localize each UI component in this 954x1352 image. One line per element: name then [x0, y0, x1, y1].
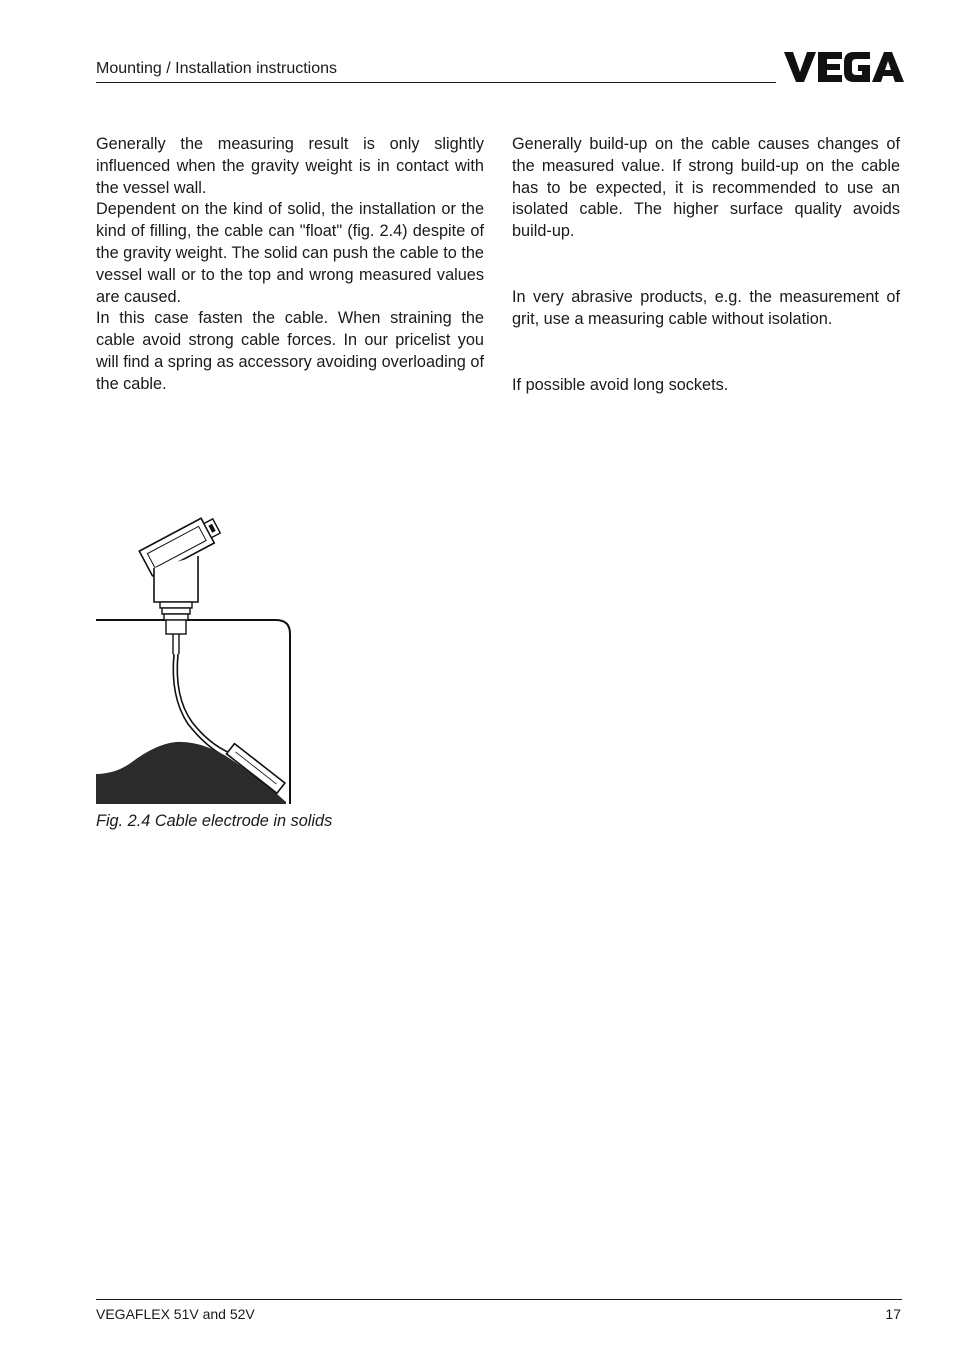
footer-product: VEGAFLEX 51V and 52V	[96, 1306, 255, 1322]
right-paragraph-1: Generally build-up on the cable causes changes of the measured value. If strong build-up on the cable has to be expected, it is recommended to use an isolated cable. The higher surface quality avoids build-up.	[512, 135, 900, 241]
left-paragraph-3: In this case fasten the cable. When straining the cable avoid strong cable forces. In our pricelist you will find a spring as accessory avoiding overloading of the cable.	[96, 309, 484, 393]
footer-rule	[96, 1299, 902, 1300]
left-paragraph-2: Dependent on the kind of solid, the installation or the kind of filling, the cable can "float" (fig. 2.4) despite of the gravity weight. The solid can push the cable to the vessel wall or to the top and wrong measured values are caused.	[96, 200, 484, 306]
right-column	[512, 134, 900, 396]
left-paragraph-1: Generally the measuring result is only slightly influenced when the gravity weight is in contact with the vessel wall.	[96, 135, 484, 197]
page-number: 17	[885, 1306, 901, 1322]
vega-logo	[784, 50, 904, 84]
left-column	[96, 134, 484, 396]
right-paragraph-2: In very abrasive products, e.g. the measurement of grit, use a measuring cable without isolation.	[512, 287, 900, 328]
header-rule	[96, 82, 776, 83]
header-title: Mounting / Installation instructions	[96, 60, 338, 77]
spacer	[512, 331, 900, 375]
cable-electrode-illustration	[96, 512, 292, 804]
right-paragraph-3: If possible avoid long sockets.	[512, 375, 729, 394]
spacer	[512, 243, 900, 287]
figure-caption: Fig. 2.4 Cable electrode in solids	[96, 812, 333, 830]
